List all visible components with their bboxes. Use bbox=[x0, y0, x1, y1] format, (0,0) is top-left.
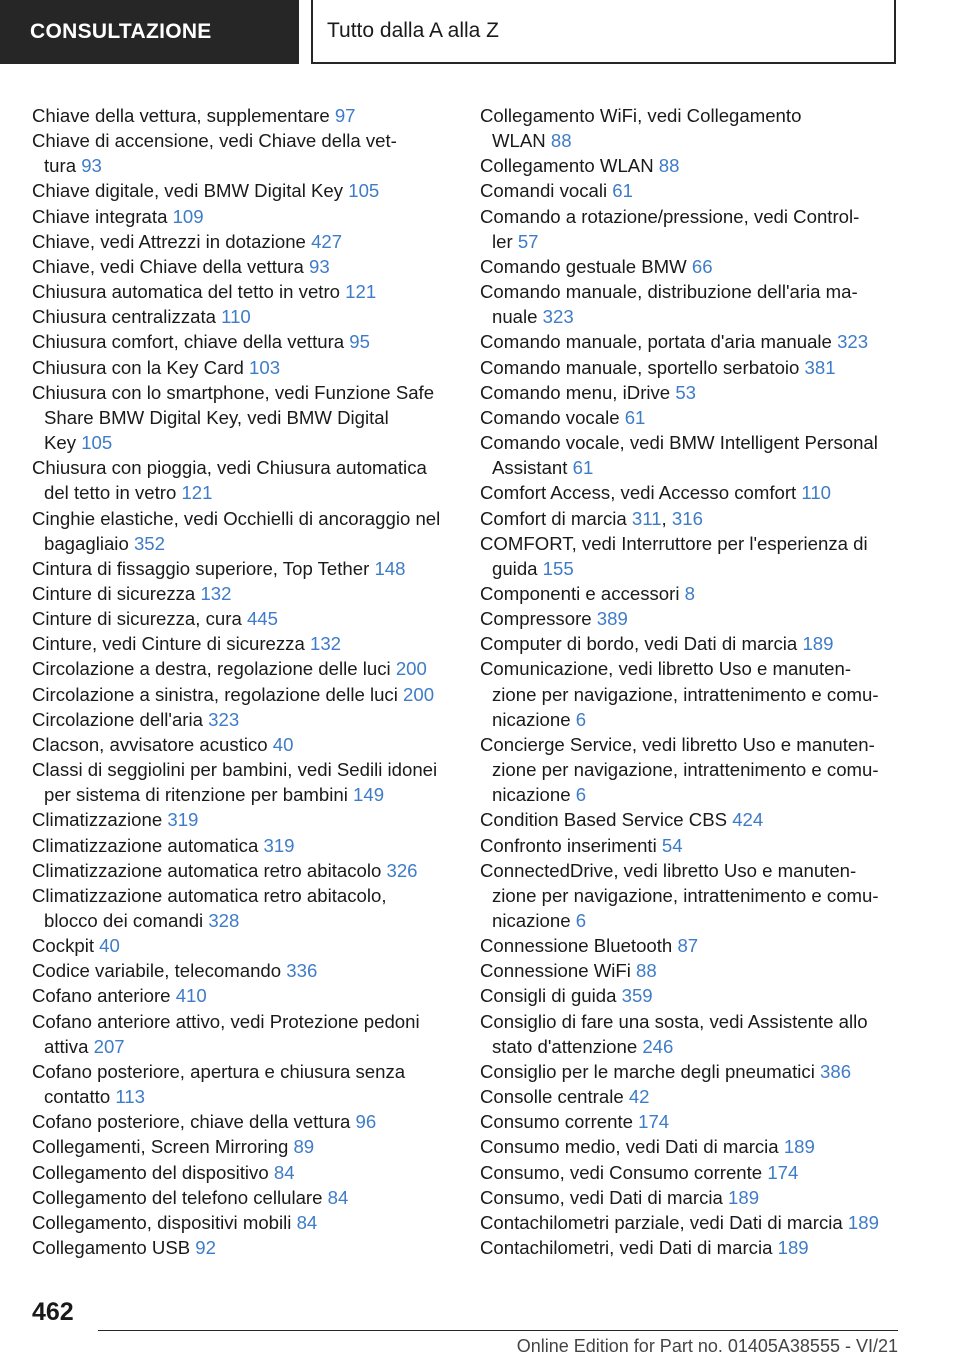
index-entry-text: Contachilometri parziale, vedi Dati di marcia bbox=[480, 1211, 848, 1233]
index-entry-text: zione per navigazione, intrattenimento e comu- bbox=[492, 683, 879, 705]
page-reference-link[interactable]: 246 bbox=[642, 1035, 674, 1057]
page-reference-link[interactable]: 110 bbox=[221, 306, 251, 328]
footer-edition: Online Edition for Part no. 01405A38555 - VI/21 bbox=[516, 1336, 898, 1356]
page-reference-link[interactable]: 207 bbox=[93, 1035, 125, 1057]
index-entry-text: Chiusura centralizzata bbox=[32, 306, 222, 328]
index-entry-text: Confronto inserimenti bbox=[480, 834, 662, 856]
index-entry-text: Circolazione a destra, regolazione delle luci bbox=[32, 658, 396, 680]
page-reference-link[interactable]: 92 bbox=[195, 1237, 216, 1259]
index-entry-text: Comando manuale, portata d'aria manuale bbox=[480, 331, 838, 353]
index-entry-text: Chiave, vedi Attrezzi in dotazione bbox=[32, 230, 312, 252]
index-entry bbox=[480, 430, 900, 480]
index-entry-text: Chiusura comfort, chiave della vettura bbox=[32, 331, 350, 353]
page-reference-link[interactable]: 61 bbox=[572, 457, 594, 479]
index-entry-text: Comando vocale, vedi BMW Intelligent Personal bbox=[480, 432, 878, 454]
page-reference-link[interactable]: 66 bbox=[691, 255, 713, 277]
index-entry bbox=[480, 405, 900, 430]
index-entry-text: Cockpit bbox=[32, 935, 100, 957]
index-entry bbox=[32, 1160, 452, 1185]
page-reference-link[interactable]: 132 bbox=[310, 633, 342, 655]
index-entry bbox=[480, 1009, 900, 1059]
index-entry-text: Cinture di sicurezza, cura bbox=[32, 608, 247, 630]
index-entry bbox=[32, 304, 452, 329]
index-entry-text: Circolazione dell'aria bbox=[32, 708, 209, 730]
index-entry-text: Cofano anteriore bbox=[32, 985, 176, 1007]
page-reference-link[interactable]: 87 bbox=[677, 935, 699, 957]
page-reference-link[interactable]: 323 bbox=[208, 708, 240, 730]
page-reference-link[interactable]: 189 bbox=[783, 1136, 815, 1158]
page-reference-link[interactable]: 155 bbox=[542, 557, 574, 579]
index-entry bbox=[480, 858, 900, 933]
index-entry-text: stato d'attenzione bbox=[492, 1035, 643, 1057]
index-entry-text: per sistema di ritenzione per bambini bbox=[44, 784, 354, 806]
index-entry-text: Collegamento WLAN bbox=[480, 155, 659, 177]
index-entry-text: contatto bbox=[44, 1086, 116, 1108]
index-entry-text: guida bbox=[492, 557, 543, 579]
page-reference-link[interactable]: 40 bbox=[99, 935, 120, 957]
index-entry bbox=[32, 1235, 452, 1260]
page-reference-link[interactable]: 84 bbox=[273, 1161, 295, 1183]
index-entry bbox=[32, 958, 452, 983]
index-entry-text: Comunicazione, vedi libretto Uso e manuten- bbox=[480, 658, 852, 680]
index-entry-text: zione per navigazione, intrattenimento e comu- bbox=[492, 759, 879, 781]
page-reference-link[interactable]: 389 bbox=[596, 608, 628, 630]
index-entry-text: Climatizzazione automatica retro abitacolo, bbox=[32, 884, 387, 906]
index-entry bbox=[32, 455, 452, 505]
page-reference-link[interactable]: 328 bbox=[208, 910, 240, 931]
index-entry bbox=[32, 682, 452, 707]
index-entry bbox=[480, 581, 900, 606]
index-entry bbox=[32, 506, 452, 556]
page-reference-link[interactable]: 54 bbox=[661, 834, 683, 856]
page-reference-link[interactable]: 311 bbox=[631, 507, 662, 529]
footer-divider bbox=[98, 1330, 898, 1331]
index-entry-text: Collegamenti, Screen Mirroring bbox=[32, 1136, 294, 1158]
index-entry bbox=[32, 1059, 452, 1109]
index-entry bbox=[480, 178, 900, 203]
page-header bbox=[0, 0, 960, 66]
page-reference-link[interactable]: 424 bbox=[732, 809, 764, 831]
index-entry bbox=[32, 1009, 452, 1059]
page-reference-link[interactable]: 189 bbox=[728, 1186, 760, 1208]
index-entry bbox=[480, 1134, 900, 1159]
index-entry bbox=[32, 656, 452, 681]
page-reference-link[interactable]: 42 bbox=[628, 1086, 650, 1108]
page-number: 462 bbox=[32, 1298, 74, 1326]
index-column-right bbox=[480, 103, 900, 1260]
index-entry bbox=[480, 1059, 900, 1084]
index-entry-text: Cinture di sicurezza bbox=[32, 582, 201, 604]
page-reference-link[interactable]: 121 bbox=[181, 482, 213, 504]
page-reference-link[interactable]: 8 bbox=[684, 582, 695, 604]
index-entry-text: Chiave, vedi Chiave della vettura bbox=[32, 255, 309, 277]
index-entry bbox=[32, 204, 452, 229]
index-entry bbox=[480, 279, 900, 329]
page-reference-link[interactable]: 103 bbox=[249, 356, 281, 378]
page-reference-link[interactable]: 113 bbox=[115, 1086, 145, 1108]
index-entry-text: nuale bbox=[492, 306, 543, 328]
page-reference-link[interactable]: 386 bbox=[820, 1060, 852, 1082]
index-entry-text: ler bbox=[492, 230, 518, 252]
section-title: CONSULTAZIONE bbox=[0, 0, 299, 64]
index-entry bbox=[480, 1160, 900, 1185]
topic-title: Tutto dalla A alla Z bbox=[311, 0, 896, 64]
page-reference-link[interactable]: 148 bbox=[374, 557, 406, 579]
index-entry-text: Cofano anteriore attivo, vedi Protezione pedoni bbox=[32, 1010, 420, 1032]
page-reference-link[interactable]: 326 bbox=[386, 859, 418, 881]
index-entry-text: nicazione bbox=[492, 784, 576, 806]
index-entry-text: blocco dei comandi bbox=[44, 910, 209, 931]
index-entry bbox=[32, 807, 452, 832]
page-reference-link[interactable]: 95 bbox=[349, 331, 370, 353]
index-entry bbox=[32, 933, 452, 958]
page-reference-link[interactable]: 6 bbox=[575, 910, 587, 931]
index-entry bbox=[32, 178, 452, 203]
index-entry bbox=[480, 480, 900, 505]
index-entry bbox=[32, 757, 452, 807]
index-entry bbox=[32, 581, 452, 606]
index-entry-text: Cinghie elastiche, vedi Occhielli di ancoraggio nel bbox=[32, 507, 441, 529]
index-entry-text: Climatizzazione automatica bbox=[32, 834, 264, 856]
page-reference-link[interactable]: 53 bbox=[675, 381, 697, 403]
index-entry bbox=[32, 1109, 452, 1134]
index-entry-text: Contachilometri, vedi Dati di marcia bbox=[480, 1237, 778, 1259]
page-reference-link[interactable]: 352 bbox=[133, 532, 165, 554]
index-entry bbox=[32, 883, 452, 933]
index-entry-text: Collegamento USB bbox=[32, 1237, 196, 1259]
index-entry bbox=[32, 229, 452, 254]
index-entry-text: Chiusura con la Key Card bbox=[32, 356, 250, 378]
index-entry-text: Collegamento, dispositivi mobili bbox=[32, 1211, 297, 1233]
index-entry bbox=[480, 631, 900, 656]
page-reference-link[interactable]: 6 bbox=[575, 784, 587, 806]
index-entry-text: Consigli di guida bbox=[480, 985, 622, 1007]
page-reference-link[interactable]: 110 bbox=[801, 482, 832, 504]
index-entry-text: Comandi vocali bbox=[480, 180, 613, 202]
index-entry-text: Collegamento del dispositivo bbox=[32, 1161, 274, 1183]
index-entry-text: Comando vocale bbox=[480, 406, 625, 428]
page-reference-link[interactable]: 316 bbox=[671, 507, 703, 529]
index-entry bbox=[480, 1109, 900, 1134]
page-reference-link[interactable]: 174 bbox=[638, 1111, 670, 1133]
index-entry bbox=[32, 707, 452, 732]
page-reference-link[interactable]: 93 bbox=[81, 155, 102, 177]
index-entry-text: Comando menu, iDrive bbox=[480, 381, 676, 403]
index-entry-text: Assistant bbox=[492, 457, 573, 479]
index-entry bbox=[32, 556, 452, 581]
index-entry-text: WLAN bbox=[492, 130, 551, 152]
index-entry-text: Chiave digitale, vedi BMW Digital Key bbox=[32, 180, 349, 202]
page-reference-link[interactable]: 381 bbox=[804, 356, 836, 378]
index-entry-text: tura bbox=[44, 155, 82, 177]
index-entry-text: Clacson, avvisatore acustico bbox=[32, 733, 273, 755]
index-entry bbox=[480, 933, 900, 958]
index-entry-text: Condition Based Service CBS bbox=[480, 809, 733, 831]
page-reference-link[interactable]: 121 bbox=[345, 281, 377, 303]
page-reference-link[interactable]: 57 bbox=[517, 230, 539, 252]
page-reference-link[interactable]: 40 bbox=[272, 733, 294, 755]
index-entry-text: nicazione bbox=[492, 708, 576, 730]
index-entry bbox=[480, 329, 900, 354]
index-entry bbox=[32, 1134, 452, 1159]
page-reference-link[interactable]: 61 bbox=[624, 406, 646, 428]
index-entry-text: Chiusura con lo smartphone, vedi Funzione Safe bbox=[32, 381, 435, 403]
page-reference-link[interactable]: 88 bbox=[658, 155, 680, 177]
index-entry bbox=[32, 254, 452, 279]
page-reference-link[interactable]: 96 bbox=[355, 1111, 377, 1133]
index-entry bbox=[32, 732, 452, 757]
index-entry-text: Chiusura automatica del tetto in vetro bbox=[32, 281, 346, 303]
index-entry-text: Consumo corrente bbox=[480, 1111, 639, 1133]
index-entry-text: Climatizzazione bbox=[32, 809, 168, 831]
page-reference-link[interactable]: 6 bbox=[575, 708, 587, 730]
index-entry bbox=[480, 153, 900, 178]
index-entry-text: COMFORT, vedi Interruttore per l'esperienza di bbox=[480, 532, 868, 554]
page-reference-link[interactable]: 323 bbox=[837, 331, 869, 353]
index-entry-text: Comfort Access, vedi Accesso comfort bbox=[480, 482, 802, 504]
index-entry-text: Consolle centrale bbox=[480, 1086, 629, 1108]
index-entry bbox=[480, 1235, 900, 1260]
index-entry bbox=[480, 103, 900, 153]
index-entry bbox=[32, 606, 452, 631]
index-entry-text: Consiglio di fare una sosta, vedi Assistente allo bbox=[480, 1010, 868, 1032]
index-entry-text: Consiglio per le marche degli pneumatici bbox=[480, 1060, 821, 1082]
index-column-left bbox=[32, 103, 452, 1260]
page-reference-link[interactable]: 410 bbox=[175, 985, 207, 1007]
page-reference-link[interactable]: 93 bbox=[309, 255, 330, 277]
index-entry-text: Consumo, vedi Consumo corrente bbox=[480, 1161, 768, 1183]
page-reference-link[interactable]: 323 bbox=[542, 306, 574, 328]
index-entry bbox=[480, 1210, 900, 1235]
index-entry-text: Comando manuale, sportello serbatoio bbox=[480, 356, 805, 378]
index-entry-text: Compressore bbox=[480, 608, 597, 630]
index-entry-text: bagagliaio bbox=[44, 532, 134, 554]
page-reference-link[interactable]: 105 bbox=[81, 432, 113, 454]
index-entry-text: Comfort di marcia bbox=[480, 507, 632, 529]
page-reference-link[interactable]: 84 bbox=[296, 1211, 318, 1233]
index-entry bbox=[32, 1210, 452, 1235]
page-reference-link[interactable]: 336 bbox=[286, 960, 318, 982]
index-entry bbox=[480, 807, 900, 832]
index-entry-text: Codice variabile, telecomando bbox=[32, 960, 287, 982]
index-entry-text: ConnectedDrive, vedi libretto Uso e manuten- bbox=[480, 859, 857, 881]
index-entry-text: Collegamento del telefono cellulare bbox=[32, 1186, 328, 1208]
page-reference-link[interactable]: 319 bbox=[167, 809, 199, 831]
index-entry-text: Cofano posteriore, chiave della vettura bbox=[32, 1111, 356, 1133]
page-reference-link[interactable]: 189 bbox=[847, 1211, 879, 1233]
index-entry-text: Computer di bordo, vedi Dati di marcia bbox=[480, 633, 803, 655]
index-entry-text: Share BMW Digital Key, vedi BMW Digital bbox=[44, 406, 389, 428]
page-reference-link[interactable]: 200 bbox=[395, 658, 427, 680]
page-reference-link[interactable]: 174 bbox=[767, 1161, 799, 1183]
index-entry bbox=[480, 732, 900, 807]
index-entry-text: del tetto in vetro bbox=[44, 482, 182, 504]
page-reference-link[interactable]: 88 bbox=[636, 960, 657, 982]
index-entry-text: Concierge Service, vedi libretto Uso e manuten- bbox=[480, 733, 875, 755]
index-entry-text: Chiave di accensione, vedi Chiave della vet- bbox=[32, 130, 397, 152]
page-reference-link[interactable]: 97 bbox=[334, 105, 356, 126]
index-entry bbox=[480, 355, 900, 380]
index-entry bbox=[480, 656, 900, 731]
page-reference-link[interactable]: 189 bbox=[777, 1237, 809, 1259]
index-entry bbox=[480, 254, 900, 279]
index-entry-text: Chiave della vettura, supplementare bbox=[32, 105, 335, 126]
index-entry bbox=[480, 983, 900, 1008]
page-reference-link[interactable]: 427 bbox=[311, 230, 343, 252]
page-reference-link[interactable]: 89 bbox=[293, 1136, 315, 1158]
index-entry-text: Componenti e accessori bbox=[480, 582, 685, 604]
index-entry bbox=[480, 531, 900, 581]
index-entry-text: Chiave integrata bbox=[32, 205, 173, 227]
page-reference-link[interactable]: 445 bbox=[246, 608, 278, 630]
index-entry-text: Cofano posteriore, apertura e chiusura senza bbox=[32, 1060, 406, 1082]
index-entry-text: attiva bbox=[44, 1035, 94, 1057]
index-entry bbox=[32, 631, 452, 656]
index-entry bbox=[32, 1185, 452, 1210]
index-entry bbox=[480, 1084, 900, 1109]
index-entry bbox=[32, 103, 452, 128]
index-entry-text: zione per navigazione, intrattenimento e comu- bbox=[492, 884, 879, 906]
index-entry bbox=[32, 329, 452, 354]
index-entry-text: Connessione Bluetooth bbox=[480, 935, 678, 957]
index-entry bbox=[480, 380, 900, 405]
index-entry-text: Circolazione a sinistra, regolazione delle luci bbox=[32, 683, 404, 705]
index-entry-text: Comando gestuale BMW bbox=[480, 255, 692, 277]
page-reference-link[interactable]: 200 bbox=[403, 683, 435, 705]
page-reference-link[interactable]: 132 bbox=[200, 582, 232, 604]
page-reference-link[interactable]: 61 bbox=[612, 180, 633, 202]
index-entry bbox=[32, 983, 452, 1008]
index-entry bbox=[32, 833, 452, 858]
page-reference-link[interactable]: 105 bbox=[348, 180, 380, 202]
page-reference-link[interactable]: 88 bbox=[550, 130, 572, 152]
page-reference-link[interactable]: 109 bbox=[172, 205, 204, 227]
page-reference-link[interactable]: 189 bbox=[802, 633, 834, 655]
page-reference-link[interactable]: 84 bbox=[327, 1186, 349, 1208]
page-reference-link[interactable]: 359 bbox=[621, 985, 653, 1007]
index-entry bbox=[32, 380, 452, 455]
index-entry-text: Cinture, vedi Cinture di sicurezza bbox=[32, 633, 310, 655]
index-entry-text: Climatizzazione automatica retro abitacolo bbox=[32, 859, 387, 881]
index-entry-text: Cintura di fissaggio superiore, Top Tether bbox=[32, 557, 375, 579]
index-entry bbox=[32, 858, 452, 883]
index-entry bbox=[32, 279, 452, 304]
index-entry-text: Consumo medio, vedi Dati di marcia bbox=[480, 1136, 784, 1158]
index-entry-text: Collegamento WiFi, vedi Collegamento bbox=[480, 105, 802, 126]
index-entry bbox=[480, 1185, 900, 1210]
index-entry-text: Consumo, vedi Dati di marcia bbox=[480, 1186, 729, 1208]
page-reference-link[interactable]: 319 bbox=[263, 834, 295, 856]
index-entry bbox=[32, 355, 452, 380]
index-entry-text: Connessione WiFi bbox=[480, 960, 637, 982]
page-reference-link[interactable]: 149 bbox=[353, 784, 385, 806]
index-entry-text: Key bbox=[44, 432, 82, 454]
index-entry-text: Classi di seggiolini per bambini, vedi Sedili idonei bbox=[32, 759, 438, 781]
index-entry-text: Comando manuale, distribuzione dell'aria ma- bbox=[480, 281, 858, 303]
index-entry bbox=[480, 833, 900, 858]
index-entry: Comfort di marcia 311, 316 bbox=[480, 507, 703, 529]
index-entry bbox=[480, 958, 900, 983]
index-entry-text: Chiusura con pioggia, vedi Chiusura automatica bbox=[32, 457, 427, 479]
index-entry-text: nicazione bbox=[492, 910, 576, 931]
index-entry bbox=[480, 606, 900, 631]
index-entry bbox=[32, 128, 452, 178]
index-entry-text: Comando a rotazione/pressione, vedi Control- bbox=[480, 205, 860, 227]
index-entry bbox=[480, 204, 900, 254]
